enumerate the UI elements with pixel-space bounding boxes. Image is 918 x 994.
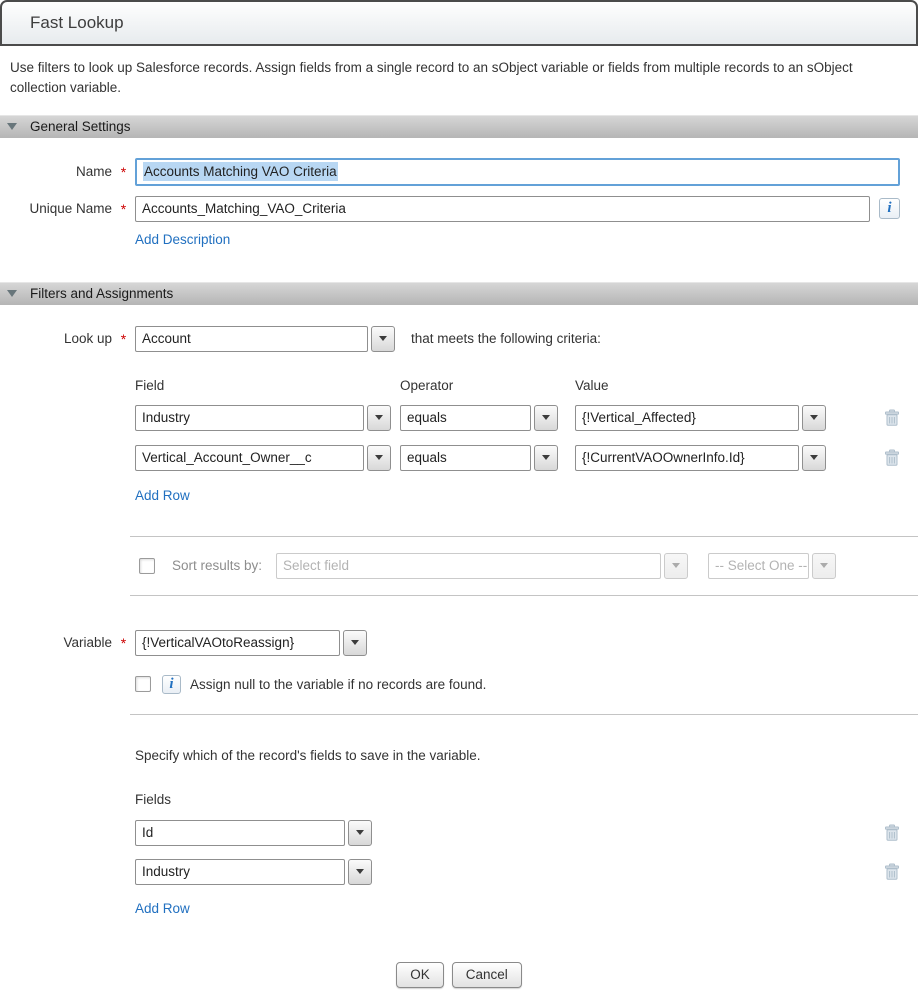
filter-row — [135, 445, 918, 471]
name-label: Name — [75, 164, 112, 179]
filter-value-combobox — [575, 445, 826, 471]
dialog-title: Fast Lookup — [30, 13, 124, 32]
dropdown-button[interactable] — [348, 859, 372, 885]
name-input[interactable] — [135, 158, 900, 186]
delete-row-icon[interactable] — [884, 449, 900, 467]
filter-operator-input[interactable]: equals — [400, 445, 531, 471]
lookup-label: Look up — [63, 331, 112, 346]
field-row — [135, 820, 918, 846]
fields-instruction: Specify which of the record's fields to save in the variable. — [135, 747, 481, 763]
delete-row-icon[interactable] — [884, 863, 900, 881]
filter-column-headers — [135, 378, 918, 393]
section-header-general-settings[interactable] — [0, 115, 918, 138]
sort-results-row — [0, 553, 918, 579]
field-input[interactable]: Id — [135, 820, 345, 846]
fields-label: Fields — [135, 791, 172, 807]
column-header-operator: Operator — [400, 377, 454, 393]
field-row — [135, 859, 918, 885]
sort-field-input: Select field — [276, 553, 661, 579]
sort-results-label: Sort results by: — [172, 558, 263, 573]
filter-operator-input[interactable]: equals — [400, 405, 531, 431]
column-header-field: Field — [135, 377, 165, 393]
chevron-down-icon — [820, 563, 828, 568]
sort-results-checkbox[interactable] — [139, 558, 155, 574]
add-filter-row-link[interactable]: Add Row — [135, 487, 190, 503]
chevron-down-icon — [542, 415, 550, 420]
add-description-link[interactable]: Add Description — [135, 231, 231, 247]
filter-operator-combobox — [400, 445, 575, 471]
ok-button[interactable]: OK — [396, 962, 444, 988]
filter-field-combobox — [135, 405, 400, 431]
filter-value-input[interactable]: {!CurrentVAOOwnerInfo.Id} — [575, 445, 799, 471]
chevron-down-icon — [375, 455, 383, 460]
section-title: Filters and Assignments — [30, 286, 174, 301]
chevron-down-icon — [351, 640, 359, 645]
dialog-description: Use filters to look up Salesforce records. Assign fields from a single record to an sObject variable or fields from multiple records to an sObject collection variable. — [10, 60, 853, 96]
sort-order-select — [708, 553, 836, 579]
criteria-text: that meets the following criteria: — [411, 331, 601, 346]
chevron-down-icon — [379, 336, 387, 341]
dropdown-button — [664, 553, 688, 579]
dropdown-button — [812, 553, 836, 579]
filter-value-input[interactable]: {!Vertical_Affected} — [575, 405, 799, 431]
section-title: General Settings — [30, 119, 131, 134]
divider — [130, 714, 918, 715]
unique-name-row — [0, 196, 918, 222]
dropdown-button[interactable] — [534, 405, 558, 431]
required-asterisk: * — [120, 200, 127, 217]
collapse-triangle-icon[interactable] — [7, 123, 17, 130]
field-input[interactable]: Industry — [135, 859, 345, 885]
filter-field-input[interactable]: Vertical_Account_Owner__c — [135, 445, 364, 471]
collapse-triangle-icon[interactable] — [7, 290, 17, 297]
filter-row — [135, 405, 918, 431]
unique-name-input[interactable]: Accounts_Matching_VAO_Criteria — [135, 196, 870, 222]
name-row — [0, 158, 918, 186]
dropdown-button[interactable] — [802, 445, 826, 471]
sort-order-value: -- Select One -- — [708, 553, 809, 579]
required-asterisk: * — [120, 163, 127, 180]
field-combobox — [135, 820, 372, 846]
chevron-down-icon — [542, 455, 550, 460]
dropdown-button[interactable] — [802, 405, 826, 431]
divider — [130, 595, 918, 596]
footer-buttons — [0, 962, 918, 994]
sort-field-combobox — [276, 553, 688, 579]
lookup-object-input[interactable]: Account — [135, 326, 368, 352]
add-field-row-link[interactable]: Add Row — [135, 900, 190, 916]
dropdown-button[interactable] — [367, 445, 391, 471]
variable-row — [0, 630, 918, 656]
filter-field-combobox — [135, 445, 400, 471]
delete-row-icon[interactable] — [884, 824, 900, 842]
filter-value-combobox — [575, 405, 826, 431]
chevron-down-icon — [810, 455, 818, 460]
dropdown-button[interactable] — [534, 445, 558, 471]
chevron-down-icon — [810, 415, 818, 420]
info-icon[interactable]: i — [879, 198, 900, 219]
dropdown-button[interactable] — [371, 326, 395, 352]
chevron-down-icon — [375, 415, 383, 420]
assign-null-checkbox[interactable] — [135, 676, 151, 692]
required-asterisk: * — [120, 634, 127, 651]
dialog-header — [0, 0, 918, 46]
dropdown-button[interactable] — [348, 820, 372, 846]
chevron-down-icon — [672, 563, 680, 568]
column-header-value: Value — [575, 377, 609, 393]
variable-combobox — [135, 630, 367, 656]
cancel-button[interactable]: Cancel — [452, 962, 522, 988]
name-input-selected-text: Accounts Matching VAO Criteria — [144, 164, 337, 179]
variable-input[interactable]: {!VerticalVAOtoReassign} — [135, 630, 340, 656]
assign-null-row — [135, 675, 918, 694]
chevron-down-icon — [356, 869, 364, 874]
chevron-down-icon — [356, 830, 364, 835]
section-header-filters-assignments[interactable] — [0, 282, 918, 305]
filter-operator-combobox — [400, 405, 575, 431]
variable-label: Variable — [63, 635, 112, 650]
info-icon[interactable]: i — [162, 675, 181, 694]
required-asterisk: * — [120, 330, 127, 347]
lookup-row — [0, 326, 918, 352]
divider — [130, 536, 918, 537]
field-combobox — [135, 859, 372, 885]
assign-null-label: Assign null to the variable if no records are found. — [190, 676, 487, 692]
filter-field-input[interactable]: Industry — [135, 405, 364, 431]
lookup-object-combobox — [135, 326, 395, 352]
unique-name-label: Unique Name — [29, 201, 112, 216]
delete-row-icon[interactable] — [884, 409, 900, 427]
dropdown-button[interactable] — [367, 405, 391, 431]
dropdown-button[interactable] — [343, 630, 367, 656]
